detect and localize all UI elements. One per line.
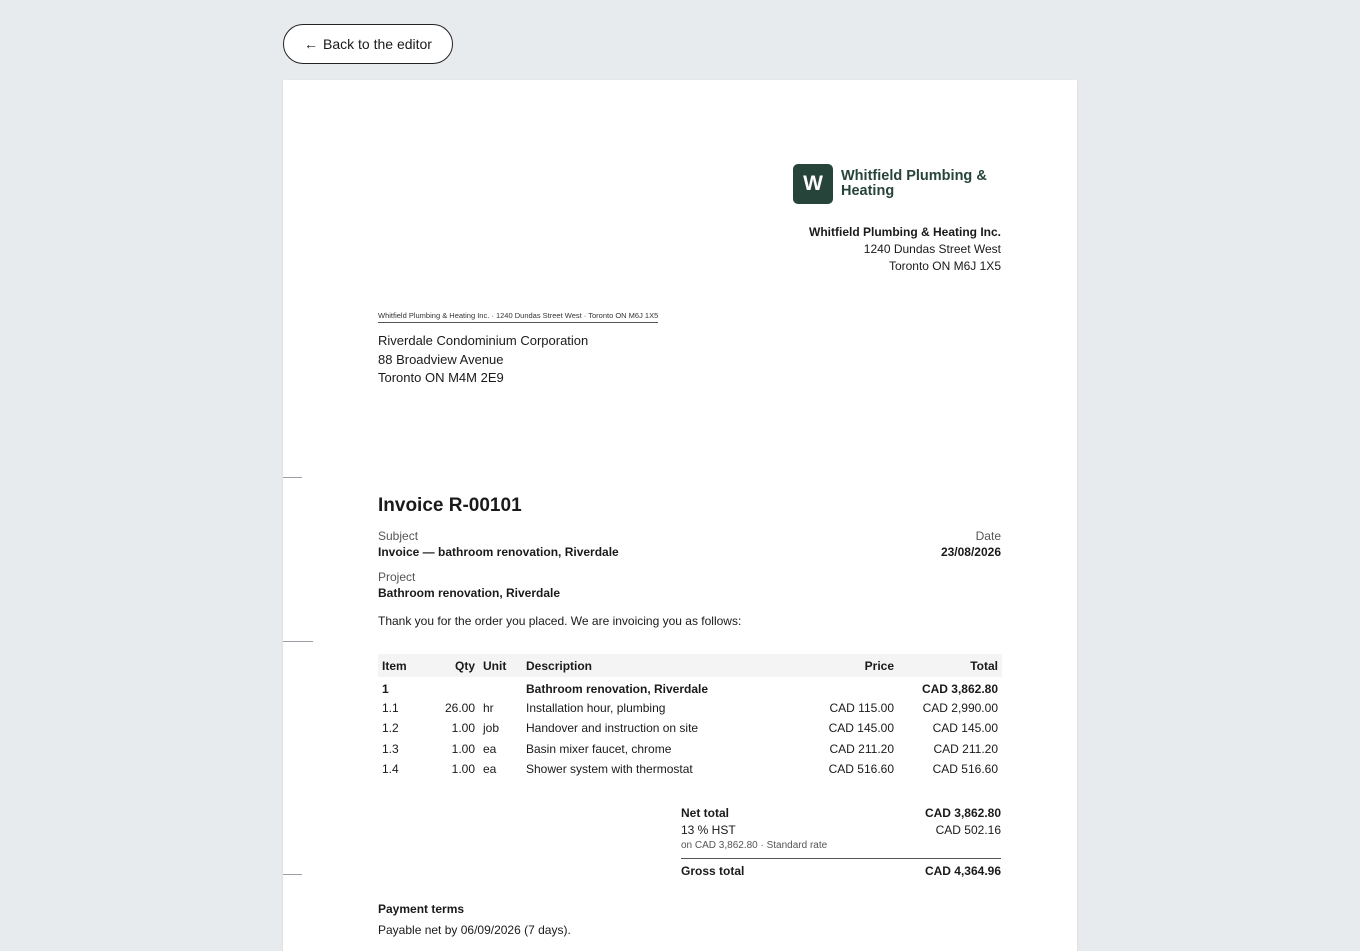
cell-price: CAD 516.60 bbox=[828, 762, 894, 777]
table-group-row bbox=[378, 677, 1002, 698]
cell-total: CAD 145.00 bbox=[932, 721, 998, 736]
table-row bbox=[378, 718, 1002, 739]
header-price: Price bbox=[804, 654, 898, 677]
recipient-name: Riverdale Condominium Corporation bbox=[378, 333, 589, 348]
date-block bbox=[941, 528, 1001, 560]
subject-block bbox=[378, 528, 619, 560]
net-total-row bbox=[681, 805, 1001, 822]
sender-city: Toronto ON M6J 1X5 bbox=[888, 259, 1001, 273]
sender-name: Whitfield Plumbing & Heating Inc. bbox=[809, 225, 1001, 239]
cell-item: 1.4 bbox=[382, 762, 399, 777]
cell-qty: 1.00 bbox=[451, 721, 475, 736]
cell-item: 1 bbox=[382, 681, 389, 696]
tax-note: on CAD 3,862.80 · Standard rate bbox=[681, 840, 828, 851]
back-to-editor-button[interactable] bbox=[283, 24, 453, 64]
cell-total: CAD 3,862.80 bbox=[921, 681, 998, 696]
header-description: Description bbox=[522, 654, 804, 677]
arrow-left-icon: ← bbox=[304, 36, 319, 52]
sender-address bbox=[809, 224, 1001, 275]
payment-terms bbox=[378, 902, 571, 937]
date-label: Date bbox=[975, 529, 1001, 543]
sender-street: 1240 Dundas Street West bbox=[863, 242, 1001, 256]
cell-qty: 1.00 bbox=[451, 741, 475, 756]
sender-return-line: Whitfield Plumbing & Heating Inc. · 1240 Dundas Street West · Toronto ON M6J 1X5 bbox=[378, 311, 658, 323]
cell-item: 1.3 bbox=[382, 741, 399, 756]
recipient-street: 88 Broadview Avenue bbox=[378, 351, 504, 367]
tax-label: 13 % HST bbox=[681, 823, 736, 837]
gross-total-row bbox=[681, 858, 1001, 880]
recipient-city: Toronto ON M4M 2E9 bbox=[378, 370, 504, 385]
cell-unit: hr bbox=[483, 700, 494, 715]
recipient-address bbox=[378, 332, 588, 388]
intro-text: Thank you for the order you placed. We are invoicing you as follows: bbox=[378, 614, 742, 628]
project-value: Bathroom renovation, Riverdale bbox=[378, 586, 561, 600]
header-item: Item bbox=[378, 654, 420, 677]
subject-label: Subject bbox=[378, 529, 419, 543]
invoice-page bbox=[283, 80, 1077, 951]
logo-mark: W bbox=[793, 164, 833, 204]
payment-terms-heading: Payment terms bbox=[378, 902, 465, 916]
cell-price: CAD 115.00 bbox=[829, 700, 894, 715]
cell-qty: 1.00 bbox=[451, 762, 475, 777]
back-button-label: Back to the editor bbox=[323, 36, 432, 52]
totals-block bbox=[681, 805, 1001, 880]
cell-item: 1.2 bbox=[382, 721, 399, 736]
payment-terms-text: Payable net by 06/09/2026 (7 days). bbox=[378, 923, 571, 937]
date-value: 23/08/2026 bbox=[940, 545, 1001, 559]
gross-total-label: Gross total bbox=[681, 864, 745, 878]
cell-description: Shower system with thermostat bbox=[526, 762, 693, 777]
net-total-label: Net total bbox=[681, 806, 729, 820]
cell-price: CAD 145.00 bbox=[828, 721, 894, 736]
table-header-row bbox=[378, 654, 1002, 677]
cell-qty bbox=[420, 677, 479, 698]
fold-mark-bottom bbox=[283, 874, 302, 875]
cell-description: Handover and instruction on site bbox=[526, 721, 699, 736]
cell-unit bbox=[479, 677, 522, 698]
cell-price: CAD 211.20 bbox=[829, 741, 894, 756]
table-row bbox=[378, 739, 1002, 760]
subject-value: Invoice — bathroom renovation, Riverdale bbox=[378, 545, 619, 559]
header-total: Total bbox=[898, 654, 1002, 677]
line-items-table bbox=[378, 654, 1002, 780]
cell-total: CAD 211.20 bbox=[933, 741, 998, 756]
tax-row bbox=[681, 822, 1001, 839]
invoice-title: Invoice R-00101 bbox=[378, 495, 522, 516]
header-unit: Unit bbox=[479, 654, 522, 677]
cell-unit: ea bbox=[483, 762, 497, 777]
fold-mark-top bbox=[283, 477, 302, 478]
cell-total: CAD 2,990.00 bbox=[922, 700, 998, 715]
net-total-value: CAD 3,862.80 bbox=[924, 806, 1001, 820]
cell-qty: 26.00 bbox=[444, 700, 475, 715]
project-label: Project bbox=[378, 570, 416, 584]
cell-unit: job bbox=[483, 721, 500, 736]
header-qty: Qty bbox=[420, 654, 479, 677]
punch-mark bbox=[283, 641, 313, 642]
cell-description: Installation hour, plumbing bbox=[526, 700, 666, 715]
cell-item: 1.1 bbox=[382, 700, 399, 715]
project-block bbox=[378, 569, 560, 601]
cell-total: CAD 516.60 bbox=[932, 762, 998, 777]
logo-text: Whitfield Plumbing & Heating bbox=[841, 168, 987, 199]
cell-description: Bathroom renovation, Riverdale bbox=[526, 681, 709, 696]
table-row bbox=[378, 698, 1002, 719]
gross-total-value: CAD 4,364.96 bbox=[924, 864, 1001, 878]
cell-unit: ea bbox=[483, 741, 497, 756]
table-row bbox=[378, 759, 1002, 780]
cell-price bbox=[804, 677, 898, 698]
tax-value: CAD 502.16 bbox=[935, 823, 1001, 837]
cell-description: Basin mixer faucet, chrome bbox=[526, 741, 672, 756]
company-logo bbox=[793, 164, 991, 204]
